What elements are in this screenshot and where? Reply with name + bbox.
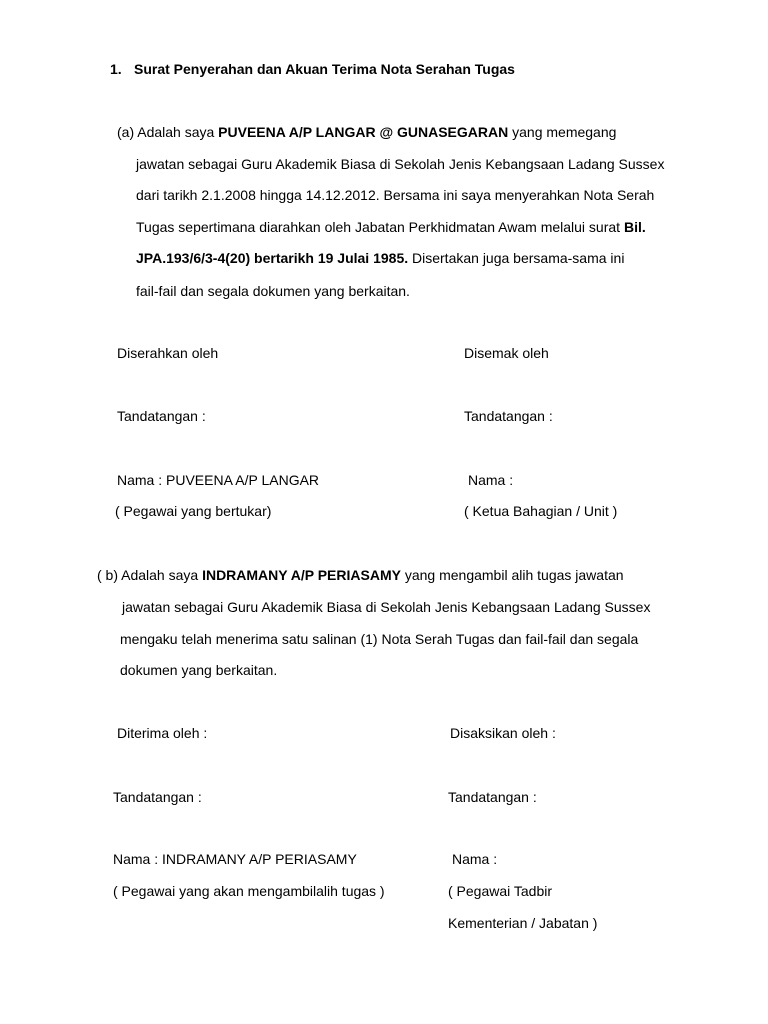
part-a-line-5: [136, 249, 624, 267]
acceptance-left-header: Diterima oleh :: [117, 725, 208, 741]
part-a-letter-ref: Bil.: [623, 219, 646, 235]
handover-right-role: ( Ketua Bahagian / Unit ): [464, 503, 618, 519]
acceptance-right-signature: Tandatangan :: [448, 789, 537, 805]
part-b-line-1: [97, 566, 624, 584]
part-b-line-3: mengaku telah menerima satu salinan (1) Nota Serah Tugas dan fail-fail dan segala: [120, 631, 639, 647]
part-b-line-2: jawatan sebagai Guru Akademik Biasa di Sekolah Jenis Kebangsaan Ladang Sussex: [122, 599, 651, 615]
acceptance-left-signature: Tandatangan :: [113, 789, 202, 805]
section-title: Surat Penyerahan dan Akuan Terima Nota Serahan Tugas: [134, 61, 515, 77]
section-number: 1.: [110, 61, 122, 77]
part-a-name: PUVEENA A/P LANGAR @ GUNASEGARAN: [218, 124, 509, 140]
part-b-intro: ( b) Adalah saya: [97, 567, 203, 583]
handover-right-signature: Tandatangan :: [464, 408, 553, 424]
part-a-intro: (a) Adalah saya: [117, 124, 219, 140]
acceptance-left-role: ( Pegawai yang akan mengambilalih tugas ): [113, 883, 385, 899]
acceptance-right-header: Disaksikan oleh :: [450, 725, 556, 741]
part-a-line-4: [136, 218, 646, 236]
part-a-line-6: fail-fail dan segala dokumen yang berkaitan.: [136, 283, 410, 299]
handover-right-name: Nama :: [468, 472, 514, 488]
part-a-letter-ref-date: JPA.193/6/3-4(20) bertarikh 19 Julai 1985.: [136, 250, 409, 266]
part-a-line-1: [117, 123, 616, 141]
acceptance-right-role-line-1: ( Pegawai Tadbir: [448, 883, 553, 899]
acceptance-right-role-line-2: Kementerian / Jabatan ): [448, 915, 598, 931]
part-a-line-5-text: Disertakan juga bersama-sama ini: [408, 250, 625, 266]
acceptance-right-name: Nama :: [452, 851, 498, 867]
part-a-line-2: jawatan sebagai Guru Akademik Biasa di Sekolah Jenis Kebangsaan Ladang Sussex: [136, 156, 665, 172]
part-b-line-4: dokumen yang berkaitan.: [120, 662, 278, 678]
handover-left-role: ( Pegawai yang bertukar): [115, 503, 272, 519]
part-a-line-1-suffix: yang memegang: [508, 124, 617, 140]
handover-left-header: Diserahkan oleh: [117, 345, 219, 361]
acceptance-left-name: Nama : INDRAMANY A/P PERIASAMY: [113, 851, 357, 867]
part-a-line-3: dari tarikh 2.1.2008 hingga 14.12.2012. Bersama ini saya menyerahkan Nota Serah: [136, 187, 655, 203]
handover-right-header: Disemak oleh: [464, 345, 549, 361]
part-a-line-4-text: Tugas sepertimana diarahkan oleh Jabatan Perkhidmatan Awam melalui surat: [136, 219, 624, 235]
part-b-name: INDRAMANY A/P PERIASAMY: [202, 567, 401, 583]
part-b-line-1-suffix: yang mengambil alih tugas jawatan: [400, 567, 624, 583]
handover-left-name: Nama : PUVEENA A/P LANGAR: [117, 472, 320, 488]
handover-left-signature: Tandatangan :: [117, 408, 206, 424]
